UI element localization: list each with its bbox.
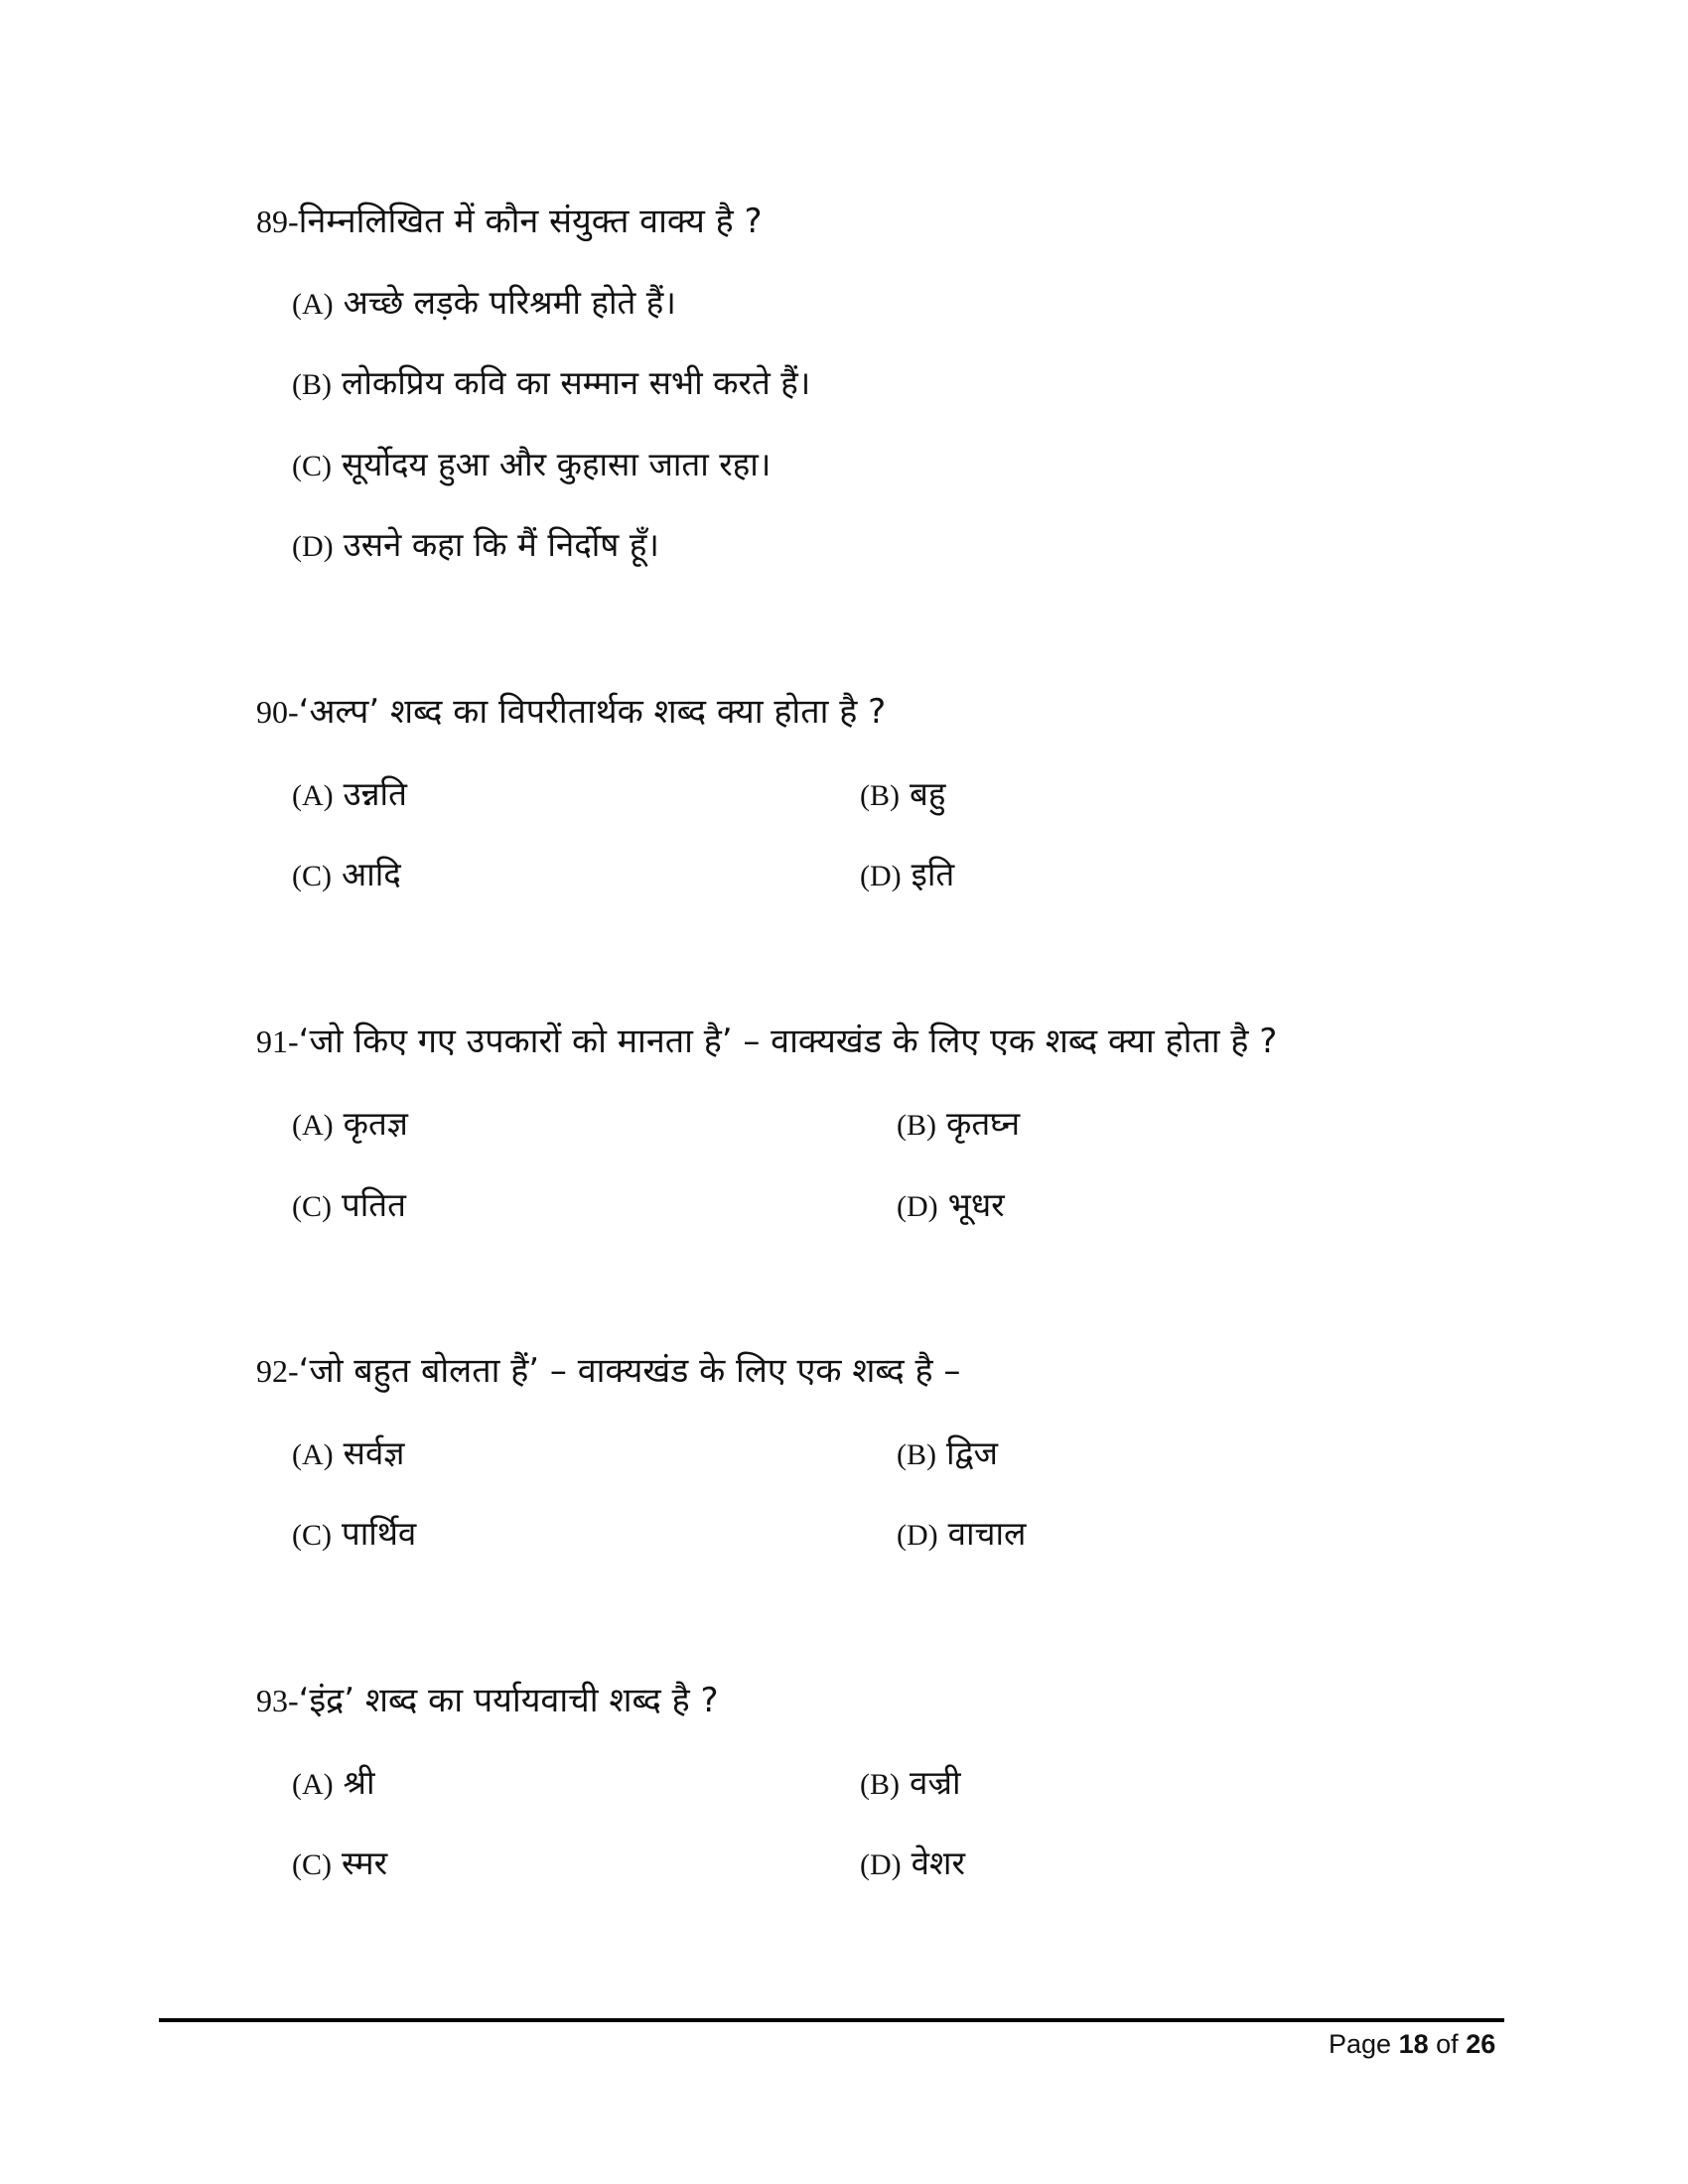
option-letter: (C) bbox=[292, 1848, 332, 1881]
question-number: 90- bbox=[256, 694, 299, 730]
option-a bbox=[292, 1432, 404, 1477]
option-letter: (A) bbox=[292, 1768, 334, 1801]
option-letter: (D) bbox=[860, 1848, 902, 1881]
question-text bbox=[256, 1679, 719, 1722]
option-c bbox=[292, 1512, 416, 1558]
option-letter: (B) bbox=[860, 1768, 900, 1801]
option-text: वज्री bbox=[910, 1763, 961, 1802]
footer-divider bbox=[159, 2018, 1504, 2022]
question-number: 93- bbox=[256, 1683, 299, 1718]
option-text: सूर्योदय हुआ और कुहासा जाता रहा। bbox=[342, 445, 772, 483]
page-current: 18 bbox=[1398, 2029, 1429, 2059]
option-text: अच्छे लड़के परिश्रमी होते हैं। bbox=[343, 283, 676, 322]
question-number: 91- bbox=[256, 1024, 299, 1059]
option-text: कृतज्ञ bbox=[343, 1104, 408, 1143]
option-text: श्री bbox=[343, 1763, 375, 1802]
option-b bbox=[860, 772, 945, 818]
option-a bbox=[292, 772, 407, 818]
question-stem: ‘जो किए गए उपकारों को मानता है’ – वाक्यखंड के लिए एक शब्द क्या होता है ? bbox=[298, 1022, 1278, 1061]
option-letter: (D) bbox=[897, 1190, 938, 1223]
option-text: वेशर bbox=[911, 1843, 965, 1882]
option-b bbox=[860, 1761, 961, 1807]
question-text bbox=[256, 1020, 1277, 1063]
option-text: पार्थिव bbox=[342, 1514, 417, 1553]
page-label: Page bbox=[1329, 2029, 1392, 2059]
option-letter: (C) bbox=[292, 450, 332, 482]
question-number: 89- bbox=[256, 204, 299, 239]
option-letter: (B) bbox=[897, 1109, 936, 1142]
option-text: उसने कहा कि मैं निर्दोष हूँ। bbox=[343, 525, 659, 564]
option-a bbox=[292, 281, 676, 327]
option-text: भूधर bbox=[947, 1185, 1005, 1224]
option-d bbox=[860, 853, 954, 898]
option-d bbox=[860, 1842, 965, 1887]
question-stem: ‘इंद्र’ शब्द का पर्यायवाची शब्द है ? bbox=[298, 1681, 719, 1720]
question-stem: ‘जो बहुत बोलता हैं’ – वाक्यखंड के लिए एक शब्द है – bbox=[298, 1351, 961, 1391]
option-text: कृतघ्न bbox=[946, 1104, 1021, 1143]
option-letter: (B) bbox=[897, 1438, 936, 1471]
option-letter: (C) bbox=[292, 1519, 332, 1552]
option-text: उन्नति bbox=[343, 774, 407, 813]
option-letter: (A) bbox=[292, 288, 334, 321]
option-letter: (C) bbox=[292, 1190, 332, 1223]
option-letter: (B) bbox=[292, 368, 332, 401]
option-letter: (D) bbox=[860, 860, 902, 892]
option-c bbox=[292, 1183, 406, 1229]
option-text: पतित bbox=[342, 1185, 406, 1224]
option-letter: (A) bbox=[292, 1438, 334, 1471]
page-of-label: of bbox=[1436, 2029, 1459, 2059]
option-letter: (B) bbox=[860, 779, 900, 812]
option-text: वाचाल bbox=[947, 1514, 1027, 1553]
option-text: आदि bbox=[342, 855, 401, 893]
option-d bbox=[292, 523, 659, 569]
question-stem: निम्नलिखित में कौन संयुक्त वाक्य है ? bbox=[298, 202, 763, 241]
question-number: 92- bbox=[256, 1353, 299, 1389]
question-stem: ‘अल्प’ शब्द का विपरीतार्थक शब्द क्या होता है ? bbox=[298, 692, 887, 732]
option-letter: (C) bbox=[292, 860, 332, 892]
option-letter: (A) bbox=[292, 779, 334, 812]
option-letter: (D) bbox=[292, 530, 334, 563]
question-text bbox=[256, 1349, 960, 1393]
option-text: सर्वज्ञ bbox=[343, 1433, 405, 1472]
option-b bbox=[897, 1102, 1020, 1148]
option-a bbox=[292, 1761, 375, 1807]
option-letter: (A) bbox=[292, 1109, 334, 1142]
option-text: स्मर bbox=[342, 1843, 388, 1882]
option-text: लोकप्रिय कवि का सम्मान सभी करते हैं। bbox=[342, 363, 811, 402]
question-text bbox=[256, 690, 886, 734]
option-c bbox=[292, 853, 401, 898]
option-text: बहु bbox=[910, 774, 946, 813]
option-text: द्विज bbox=[946, 1433, 999, 1472]
option-text: इति bbox=[911, 855, 955, 893]
question-text bbox=[256, 200, 763, 243]
option-b bbox=[897, 1432, 998, 1477]
option-b bbox=[292, 361, 810, 407]
page-total: 26 bbox=[1466, 2029, 1496, 2059]
option-letter: (D) bbox=[897, 1519, 938, 1552]
option-d bbox=[897, 1512, 1026, 1558]
option-c bbox=[292, 1842, 387, 1887]
page-indicator bbox=[1329, 2027, 1495, 2061]
option-d bbox=[897, 1183, 1005, 1229]
option-c bbox=[292, 443, 771, 488]
option-a bbox=[292, 1102, 408, 1148]
